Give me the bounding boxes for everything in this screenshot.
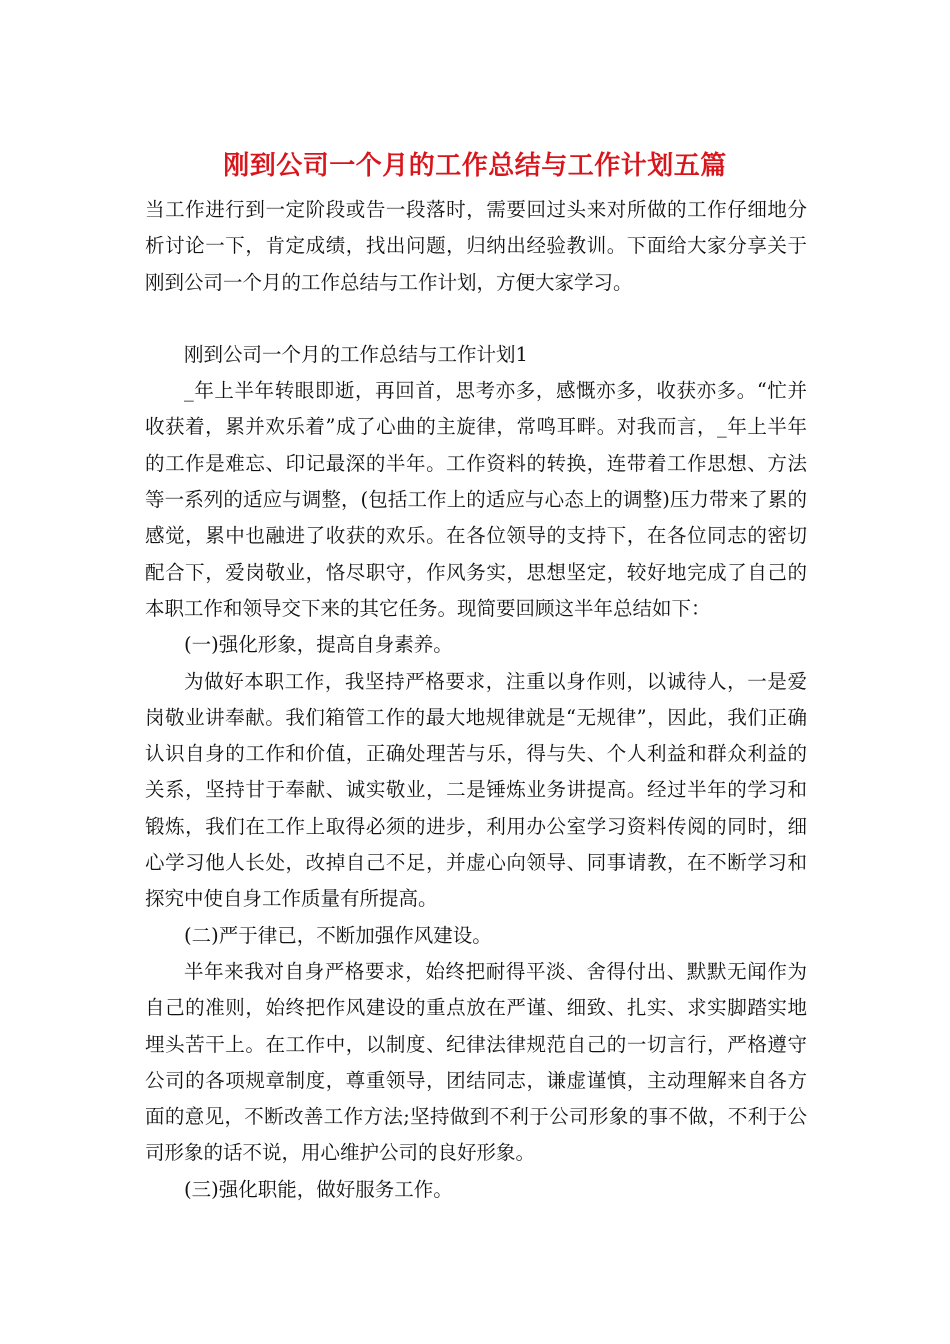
subheading: (三)强化职能，做好服务工作。 xyxy=(184,1177,453,1201)
body-paragraph: _年上半年转眼即逝，再回首，思考亦多，感慨亦多，收获亦多。“忙并收获着，累并欢乐着”成了心曲的主旋律，常鸣耳畔。对我而言，_年上半年的工作是难忘、印记最深的半年。工作资料的转换，连带着工作思想、方法等一系列的适应与调整，(包括工作上的适应与心态上的调整)压力带来了累的感觉，累中也融进了收获的欢乐。在各位领导的支持下，在各位同志的密切配合下，爱岗敬业，恪尽职守，作风务实，思想坚定，较好地完成了自己的本职工作和领导交下来的其它任务。现简要回顾这半年总结如下： xyxy=(145,379,807,620)
subheading: (二)严于律已，不断加强作风建设。 xyxy=(184,923,492,947)
intro-paragraph: 当工作进行到一定阶段或告一段落时，需要回过头来对所做的工作仔细地分析讨论一下，肯定成绩，找出问题，归纳出经验教训。下面给大家分享关于刚到公司一个月的工作总结与工作计划，方便大家学习。 xyxy=(145,198,807,294)
body-paragraph: 半年来我对自身严格要求，始终把耐得平淡、舍得付出、默默无闻作为自己的准则，始终把作风建设的重点放在严谨、细致、扎实、求实脚踏实地埋头苦干上。在工作中，以制度、纪律法律规范自己的一切言行，严格遵守公司的各项规章制度，尊重领导，团结同志，谦虚谨慎，主动理解来自各方面的意见，不断改善工作方法;坚持做到不利于公司形象的事不做，不利于公司形象的话不说，用心维护公司的良好形象。 xyxy=(145,959,807,1165)
section-spacer xyxy=(145,301,807,337)
section-heading: 刚到公司一个月的工作总结与工作计划1 xyxy=(184,342,528,366)
document-title: 刚到公司一个月的工作总结与工作计划五篇 xyxy=(223,151,727,181)
body-paragraph: 为做好本职工作，我坚持严格要求，注重以身作则，以诚待人，一是爱岗敬业讲奉献。我们箱管工作的最大地规律就是“无规律”，因此，我们正确认识自身的工作和价值，正确处理苦与乐，得与失、个人利益和群众利益的关系，坚持甘于奉献、诚实敬业，二是锤炼业务讲提高。经过半年的学习和锻炼，我们在工作上取得必须的进步，利用办公室学习资料传阅的同时，细心学习他人长处，改掉自己不足，并虚心向领导、同事请教，在不断学习和探究中使自身工作质量有所提高。 xyxy=(145,669,807,911)
subheading: (一)强化形象，提高自身素养。 xyxy=(184,633,453,657)
document-body xyxy=(145,192,807,1208)
